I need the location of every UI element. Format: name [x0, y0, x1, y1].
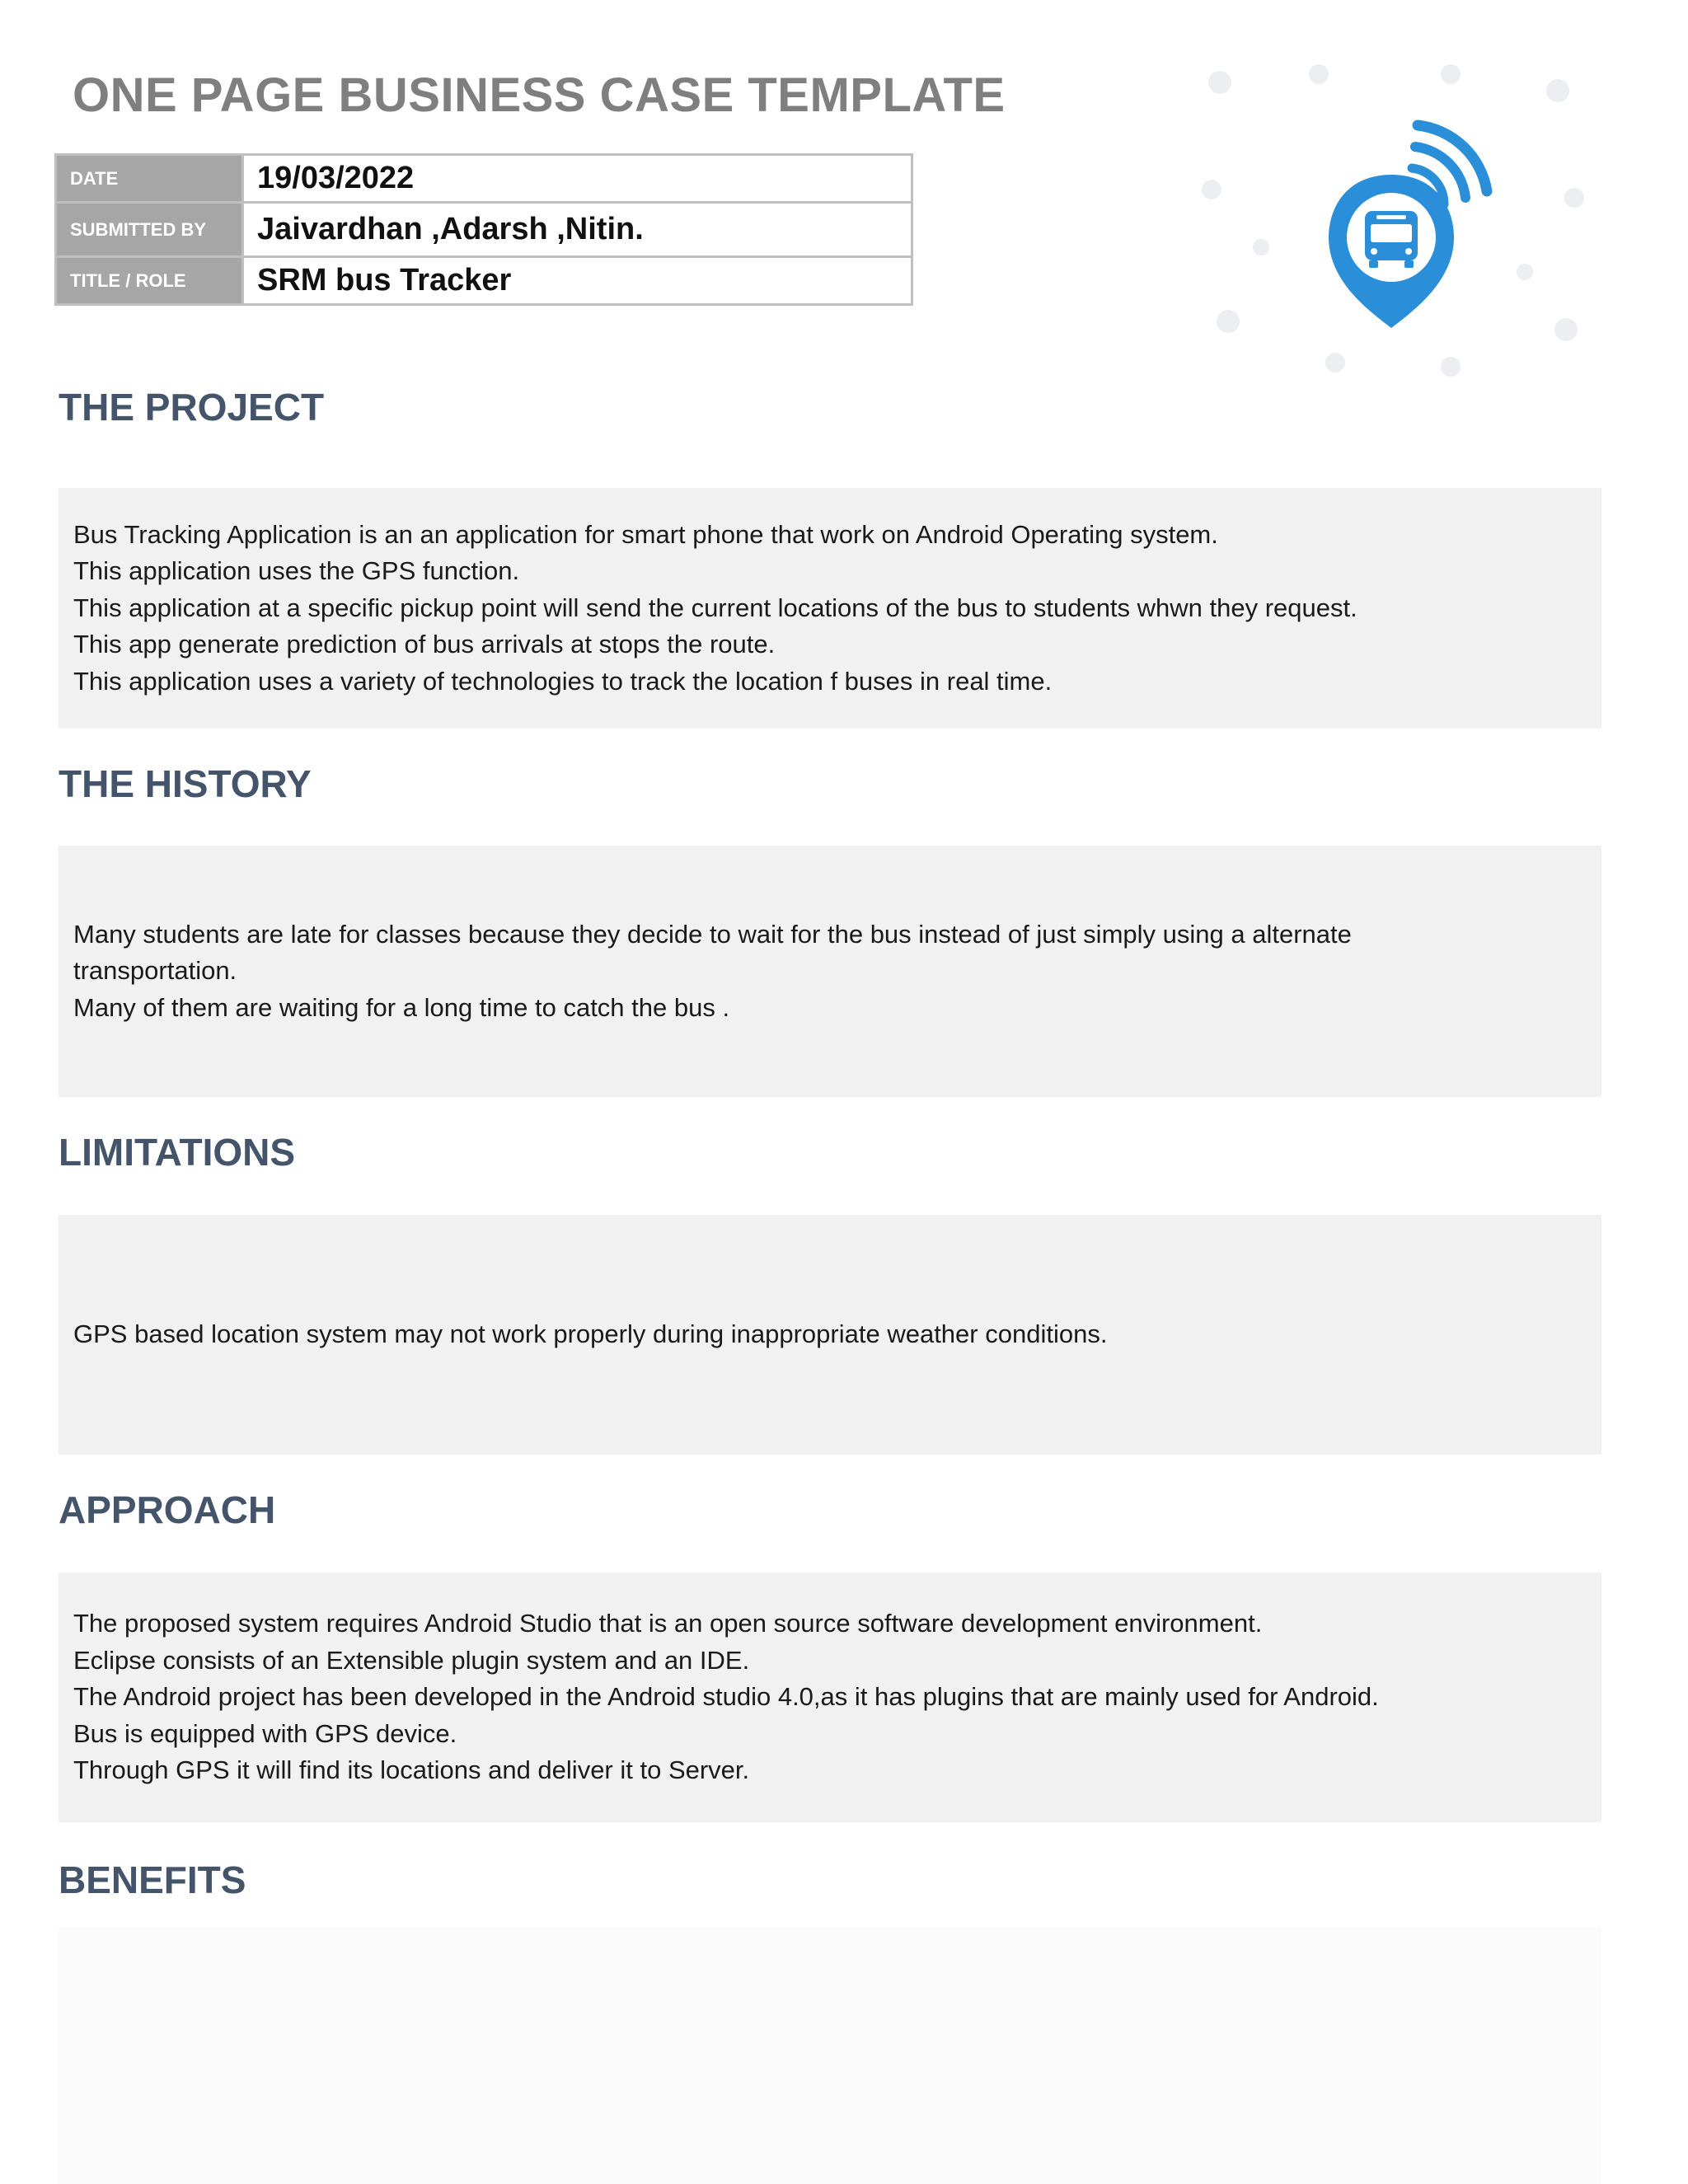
title-role-label: TITLE / ROLE: [56, 257, 243, 305]
approach-line: Eclipse consists of an Extensible plugin system and an IDE.: [73, 1645, 750, 1675]
approach-line: Bus is equipped with GPS device.: [73, 1718, 457, 1748]
section-box-limitations: [59, 1215, 1601, 1455]
project-line: This application uses a variety of technologies to track the location f buses in real time.: [73, 666, 1053, 696]
history-line: Many students are late for classes because they decide to wait for the bus instead of just simply using a alternate: [73, 919, 1352, 949]
info-row-title-role: [56, 257, 912, 305]
project-line: Bus Tracking Application is an an application for smart phone that work on Android Operating system.: [73, 519, 1218, 549]
section-box-project: [59, 488, 1601, 729]
section-heading-limitations: LIMITATIONS: [59, 1131, 296, 1174]
info-table: [54, 153, 913, 306]
title-role-value: SRM bus Tracker: [243, 257, 912, 305]
date-label: DATE: [56, 155, 243, 203]
history-line: transportation.: [73, 956, 237, 986]
section-box-history: [59, 846, 1601, 1097]
approach-line: The proposed system requires Android Studio that is an open source software development environment.: [73, 1609, 1263, 1638]
section-box-benefits: [59, 1927, 1601, 2184]
submitted-by-value: Jaivardhan ,Adarsh ,Nitin.: [243, 203, 912, 257]
approach-line: Through GPS it will find its locations and deliver it to Server.: [73, 1755, 750, 1785]
section-heading-history: THE HISTORY: [59, 762, 312, 805]
project-line: This application at a specific pickup point will send the current locations of the bus to students whwn they request.: [73, 593, 1357, 622]
section-box-approach: [59, 1572, 1601, 1822]
info-row-submitted-by: [56, 203, 912, 257]
project-line: This application uses the GPS function.: [73, 556, 520, 586]
section-heading-approach: APPROACH: [59, 1488, 276, 1531]
project-line: This app generate prediction of bus arrivals at stops the route.: [73, 630, 776, 659]
limitations-line: GPS based location system may not work properly during inappropriate weather conditions.: [73, 1319, 1108, 1349]
history-line: Many of them are waiting for a long time to catch the bus .: [73, 992, 730, 1022]
bus-location-pin-icon: [1179, 49, 1607, 396]
submitted-by-label: SUBMITTED BY: [56, 203, 243, 257]
section-heading-project: THE PROJECT: [59, 386, 325, 429]
date-value: 19/03/2022: [243, 155, 912, 203]
info-row-date: [56, 155, 912, 203]
document-title: ONE PAGE BUSINESS CASE TEMPLATE: [73, 68, 1006, 122]
approach-line: The Android project has been developed in the Android studio 4.0,as it has plugins that are mainly used for Android.: [73, 1682, 1379, 1712]
section-heading-benefits: BENEFITS: [59, 1858, 246, 1901]
